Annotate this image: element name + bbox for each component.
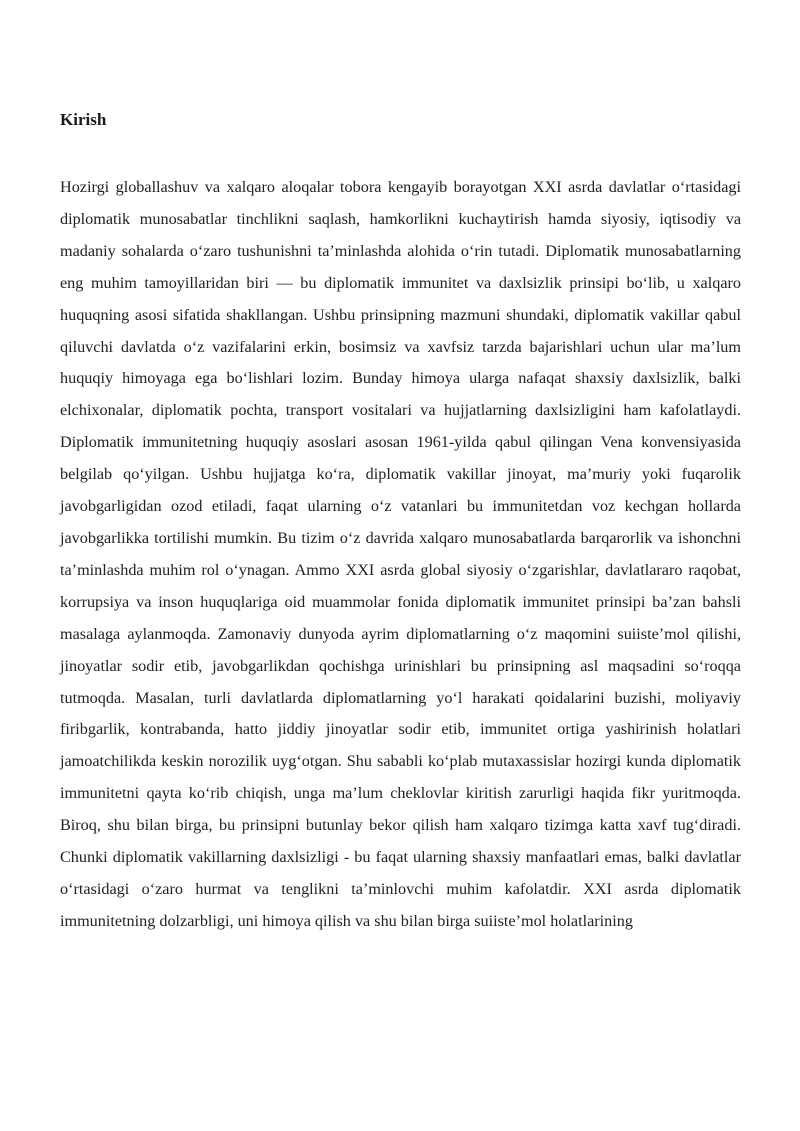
section-heading: Kirish — [60, 110, 107, 129]
body-paragraph: Hozirgi globallashuv va xalqaro aloqalar tobora kengayib borayotgan XXI asrda davlatlar o‘rtasidagi diplomatik munosabatlar tinchlikni saqlash, hamkorlikni kuchaytirish hamda siyosiy, iqtisodiy va madaniy sohalarda o‘zaro tushunishni ta’minlashda alohida o‘rin tutadi. Diplomatik munosabatlarning eng muhim tamoyillaridan biri — bu diplomatik immunitet va daxlsizlik prinsipi bo‘lib, u xalqaro huquqning asosi sifatida shakllangan. Ushbu prinsipning mazmuni shundaki, diplomatik vakillar qabul qiluvchi davlatda o‘z vazifalarini erkin, bosimsiz va xavfsiz tarzda bajarishlari uchun ular ma’lum huquqiy himoyaga ega bo‘lishlari lozim. Bunday himoya ularga nafaqat shaxsiy daxlsizlik, balki elchixonalar, diplomatik pochta, transport vositalari va hujjatlarning daxlsizligini ham kafolatlaydi. Diplomatik immunitetning huquqiy asoslari asosan 1961-yilda qabul qilingan Vena konvensiyasida belgilab qo‘yilgan. Ushbu hujjatga ko‘ra, diplomatik vakillar jinoyat, ma’muriy yoki fuqarolik javobgarligidan ozod etiladi, faqat ularning o‘z vatanlari bu immunitetdan voz kechgan hollarda javobgarlikka tortilishi mumkin. Bu tizim o‘z davrida xalqaro munosabatlarda barqarorlik va ishonchni ta’minlashda muhim rol o‘ynagan. Ammo XXI asrda global siyosiy o‘zgarishlar, davlatlararo raqobat, korrupsiya va inson huquqlariga oid muammolar fonida diplomatik immunitet prinsipi ba’zan bahsli masalaga aylanmoqda. Zamonaviy dunyoda ayrim diplomatlarning o‘z maqomini suiiste’mol qilishi, jinoyatlar sodir etib, javobgarlikdan qochishga urinishlari bu prinsipning asl maqsadini so‘roqqa tutmoqda. Masalan, turli davlatlarda diplomatlarning yo‘l harakati qoidalarini buzishi, moliyaviy firibgarlik, kontrabanda, hatto jiddiy jinoyatlar sodir etib, immunitet ortiga yashirinish holatlari jamoatchilikda keskin norozilik uyg‘otgan. Shu sababli ko‘plab mutaxassislar hozirgi kunda diplomatik immunitetni qayta ko‘rib chiqish, unga ma’lum cheklovlar kiritish zarurligi haqida fikr yuritmoqda. Biroq, shu bilan birga, bu prinsipni butunlay bekor qilish ham xalqaro tizimga katta xavf tug‘diradi. Chunki diplomatik vakillarning daxlsizligi - bu faqat ularning shaxsiy manfaatlari emas, balki davlatlar o‘rtasidagi o‘zaro hurmat va tenglikni ta’minlovchi muhim kafolatdir. XXI asrda diplomatik immunitetning dolzarbligi, uni himoya qilish va shu bilan birga suiiste’mol holatlarining — [60, 178, 741, 930]
